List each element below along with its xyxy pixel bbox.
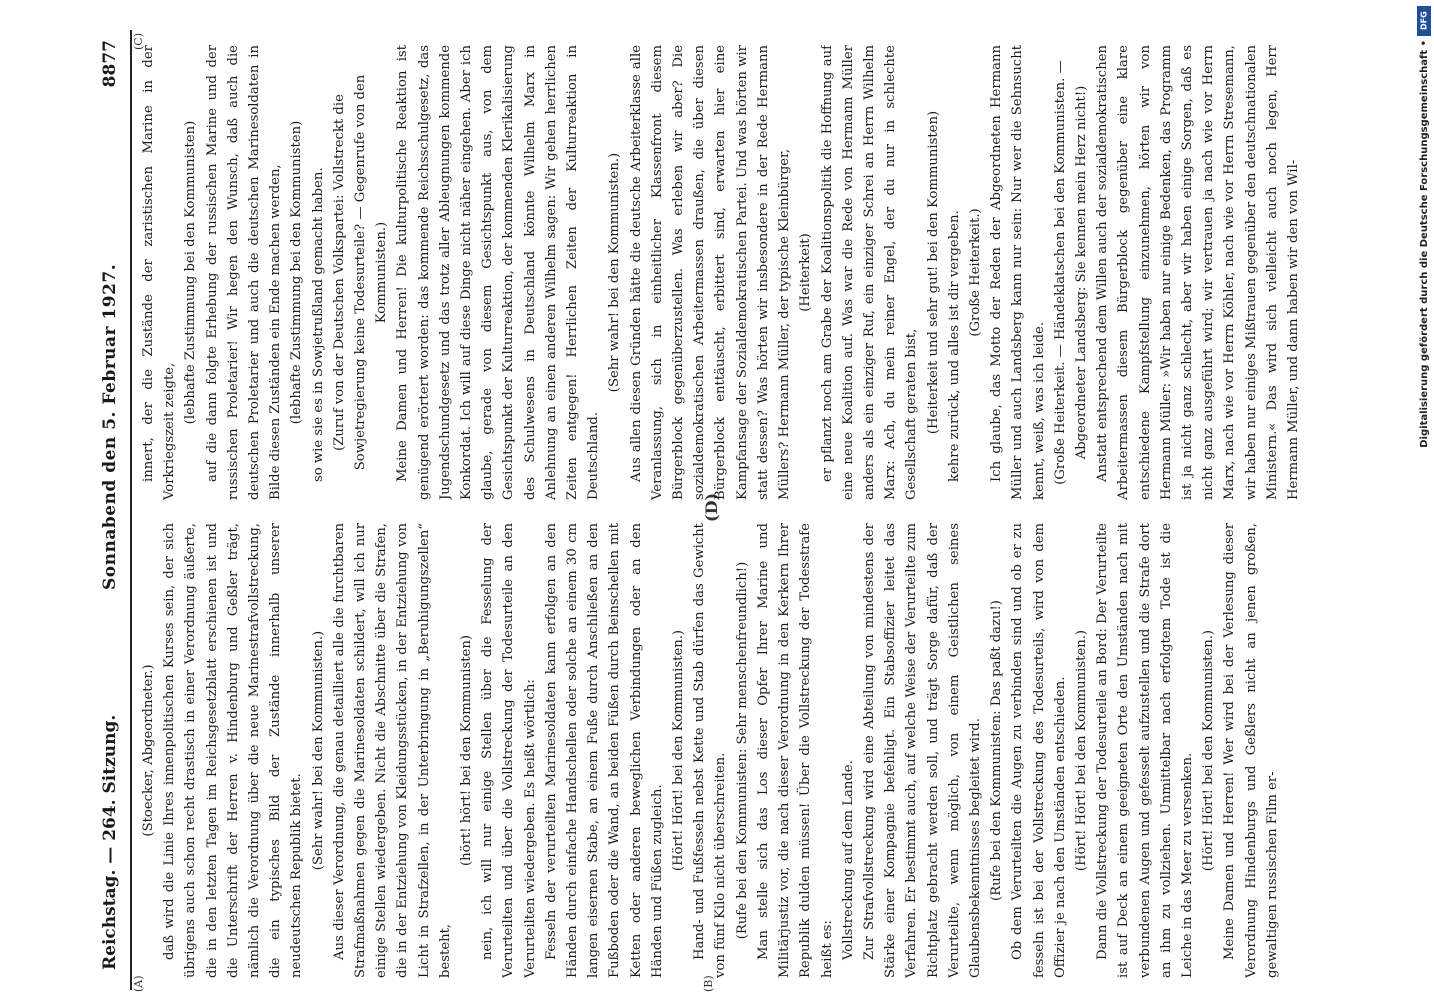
right-column-paragraph: innert, der die Zustände der zaristischen Marine in der Vorkriegszeit zeigte, <box>141 45 178 500</box>
right-column-paragraph: Ich glaube, das Motto der Reden der Abgeordneten Hermann Müller und auch Landsberg kann nur sein: Nur wer die Sehnsucht kennt, weiß, was ich leide. <box>989 45 1047 500</box>
header-date: Sonnabend den 5. Februar 1927. <box>100 263 120 590</box>
left-column-paragraph: Hand- und Fußfesseln nebst Kette und Stab dürfen das Gewicht von fünf Kilo nicht überschreiten. <box>692 523 729 978</box>
dfg-logo: DFG <box>1417 6 1431 36</box>
right-column-paragraph: so wie sie es in Sowjetrußland gemacht haben. <box>310 167 326 482</box>
header-rule <box>130 30 132 990</box>
right-column-paragraph: auf die dann folgte Erhebung der russischen Marine und der russischen Proletarier! Wir hegen den Wunsch, daß auch die deutschen Proletarier und auch die deutschen Marinesoldaten in Bilde diesen Zuständen ein Ende machen werden, <box>204 45 284 500</box>
left-column <box>138 523 1318 978</box>
right-column-paragraph: kehre zurück, und alles ist dir vergeben. <box>946 210 962 482</box>
header-left: Reichstag. — 264. Sitzung. <box>100 714 120 970</box>
left-column-paragraph: Ob dem Verurteilten die Augen zu verbinden sind und ob er zu fesseln ist bei der Vollstreckung des Todesurteils, wird von dem Offizier je nach den Umständen entschieden. <box>1010 523 1068 978</box>
right-column-paragraph: Meine Damen und Herren! Die kulturpolitische Reaktion ist genügend erörtert worden: das kommende Reichsschulgesetz, das Jugendschundgesetz und das trotz aller Ableugnungen kommende Konkordat. Ich will auf diese Dinge nicht näher eingehen. Aber ich glaube, gerade von diesem Gesichtspunkt aus, von dem Gesichtspunkt der Kulturreaktion, der kommenden Klerikalisierung des Schulwesens in Deutschland könnte Wilhelm Marx in Anlehnung an einen anderen Wilhelm sagen: Wir gehen herrlichen Zeiten entgegen! Herrlichen Zeiten der Kulturreaktion in Deutschland. <box>395 45 602 500</box>
digitization-sidebar <box>1412 0 1434 1000</box>
left-column-paragraph: Aus dieser Verordnung, die genau detailliert alle die furchtbaren Strafmaßnahmen gegen die Marinesoldaten schildert, will ich nur einige Stellen wiedergeben. Nicht die Abschnitte über die Strafen, die in der Entziehung von Kleidungsstücken, in der Entziehung von Licht in Strafzellen, in der Unterbringung in „Beruhigungszellen“ besteht, <box>331 523 453 978</box>
left-column-paragraph: (hört! hört! bei den Kommunisten) <box>459 635 475 866</box>
left-column-paragraph: (Rufe bei den Kommunisten: Das paßt dazu!) <box>989 600 1005 901</box>
page-header <box>92 30 132 990</box>
left-column-paragraph: Dann die Vollstreckung der Todesurteile an Bord: Der Verurteilte ist auf Deck an einem geeigneten Orte den Umständen nach mit verbundenen Augen und gefesselt aufzustellen und die Strafe dort an ihm zu vollziehen. Unmittelbar nach erfolgtem Tode ist die Leiche in das Meer zu versenken. <box>1095 523 1195 978</box>
right-column <box>138 45 1318 500</box>
left-column-paragraph: Vollstreckung auf dem Lande. <box>840 760 856 960</box>
right-column-paragraph: (lebhafte Zustimmung bei den Kommunisten) <box>289 120 305 425</box>
right-column-paragraph: er pflanzt noch am Grabe der Koalitionspolitik die Hoffnung auf eine neue Koalition auf. Was war die Rede von Hermann Müller anders als ein einziger Ruf, ein einziger Schrei an Herrn Wilhelm Marx: Ach, du mein reiner Engel, der du nur in schlechte Gesellschaft geraten bist, <box>819 45 920 500</box>
left-column-paragraph: (Hört! Hört! bei den Kommunisten.) <box>1073 629 1089 872</box>
left-column-paragraph: nein, ich will nur einige Stellen über die Fesselung der Verurteilten und über die Vollstreckung der Todesurteile an den Verurteilten wiedergeben. Es heißt wörtlich: <box>480 523 538 978</box>
right-column-paragraph: Aus allen diesen Gründen hätte die deutsche Arbeiterklasse alle Veranlassung, sich in einheitlicher Klassenfront diesem Bürgerblock gegenüberzustellen. Was erleben wir aber? Die sozialdemokratischen Arbeitermassen draußen, die über diesen Bürgerblock enttäuscht, erbittert sind, erwarten hier eine Kampfansage der Sozialdemokratischen Partei. Und was hörten wir statt dessen? Was hörten wir insbesondere in der Rede Hermann Müllers? Hermann Müller, der typische Kleinbürger, <box>628 45 793 500</box>
right-column-paragraph: (Große Heiterkeit. — Händeklatschen bei den Kommunisten. — Abgeordneter Landsberg: Sie kennen mein Herz nicht!) <box>1052 60 1089 485</box>
left-column-paragraph: (Stoecker, Abgeordneter.) <box>141 664 156 837</box>
right-column-paragraph: (lebhafte Zustimmung bei den Kommunisten) <box>183 120 199 425</box>
left-column-paragraph: Zur Strafvollstreckung wird eine Abteilung von mindestens der Stärke einer Kompagnie befehligt. Ein Stabsoffizier leitet das Verfahren. Er bestimmt auch, auf welche Weise der Verurteilte zum Richtplatz gebracht werden soll, und trägt Sorge dafür, daß der Verurteilte, wenn möglich, von einem Geistlichen seines Glaubensbekenntnisses begleitet wird. <box>861 523 983 978</box>
left-column-paragraph: (Rufe bei den Kommunisten: Sehr menschenfreundlich!) <box>734 561 750 940</box>
left-column-paragraph: Meine Damen und Herren! Wer wird bei der Verlesung dieser Verordnung Hindenburgs und Geßlers nicht an jenen großen, gewaltigen russischen Film er- <box>1222 523 1280 978</box>
right-column-paragraph: (Sehr wahr! bei den Kommunisten.) <box>607 152 623 393</box>
margin-marker-a: (A) <box>132 975 145 992</box>
right-column-paragraph: Anstatt entsprechend dem Willen auch der sozialdemokratischen Arbeitermassen diesem Bürgerblock gegenüber eine klare entschiedene Kampfstellung einzunehmen, hörten wir von Hermann Müller: »Wir haben nur einige Bedenken, das Programm ist ja nicht ganz schlecht, aber wir haben einige Sorgen, daß es nicht ganz ausgeführt wird; wir vertrauen ja nach wie vor Herrn Marx, nach wie vor Herrn Köhler, nach wie vor Herrn Stresemann, wir haben nur einiges Mißtrauen gegenüber den deutschnationalen Ministern.« Das wird sich vielleicht auch noch legen, Herr Hermann Müller, und dann haben wir den von Wil- <box>1095 45 1301 500</box>
left-column-paragraph: Man stelle sich das Los dieser Opfer Ihrer Marine und Militärjustiz vor, die nach dieser Verordnung in den Kerkern Ihrer Republik dulden müssen! Über die Vollstreckung der Todesstrafe heißt es: <box>755 523 835 978</box>
margin-marker-b: (B) <box>702 975 715 992</box>
left-column-paragraph: (Hört! Hört! bei den Kommunisten.) <box>1201 629 1217 872</box>
right-column-paragraph: (Große Heiterkeit.) <box>967 208 983 337</box>
margin-marker-d: (D) <box>702 492 721 522</box>
left-column-paragraph: (Hört! Hört! bei den Kommunisten.) <box>671 629 687 872</box>
right-column-paragraph: (Heiterkeit) <box>798 233 814 312</box>
rotated-page-content <box>0 20 1380 1000</box>
left-column-paragraph: (Sehr wahr! bei den Kommunisten.) <box>310 630 326 871</box>
right-column-paragraph: (Heiterkeit und sehr gut! bei den Kommunisten) <box>925 110 941 435</box>
page-number: 8877 <box>100 40 120 88</box>
margin-marker-c: (C) <box>132 33 145 50</box>
document-sheet <box>92 30 1322 990</box>
left-column-paragraph: Fesseln der verurteilten Marinesoldaten kann erfolgen an den Händen durch einfache Handschellen oder solche an einem 30 cm langen eisernen Stabe, an einem Fuße durch Anschließen an den Fußboden oder die Wand, an beiden Füßen durch Beinschellen mit Ketten oder anderen beweglichen Verbindungen oder an den Händen und Füßen zugleich. <box>543 523 665 978</box>
digitization-credit: Digitalisierung gefördert durch die Deutsche Forschungsgemeinschaft • <box>1419 40 1430 448</box>
right-column-paragraph: (Zuruf von der Deutschen Volkspartei: Vollstreckt die Sowjetregierung keine Todesurteile? — Gegenrufe von den Kommunisten.) <box>331 74 390 471</box>
left-column-paragraph: daß wird die Linie Ihres innenpolitischen Kurses sein, der sich übrigens auch schon recht drastisch in einer Verordnung äußerte, die in den letzten Tagen im Reichsgesetzblatt erschienen ist und die Unterschrift der Herren v. Hindenburg und Geßler trägt, nämlich die Verordnung über die neue Marinestrafvollstreckung, die ein typisches Bild der Zustände innerhalb unserer neudeutschen Republik bietet. <box>162 523 305 978</box>
